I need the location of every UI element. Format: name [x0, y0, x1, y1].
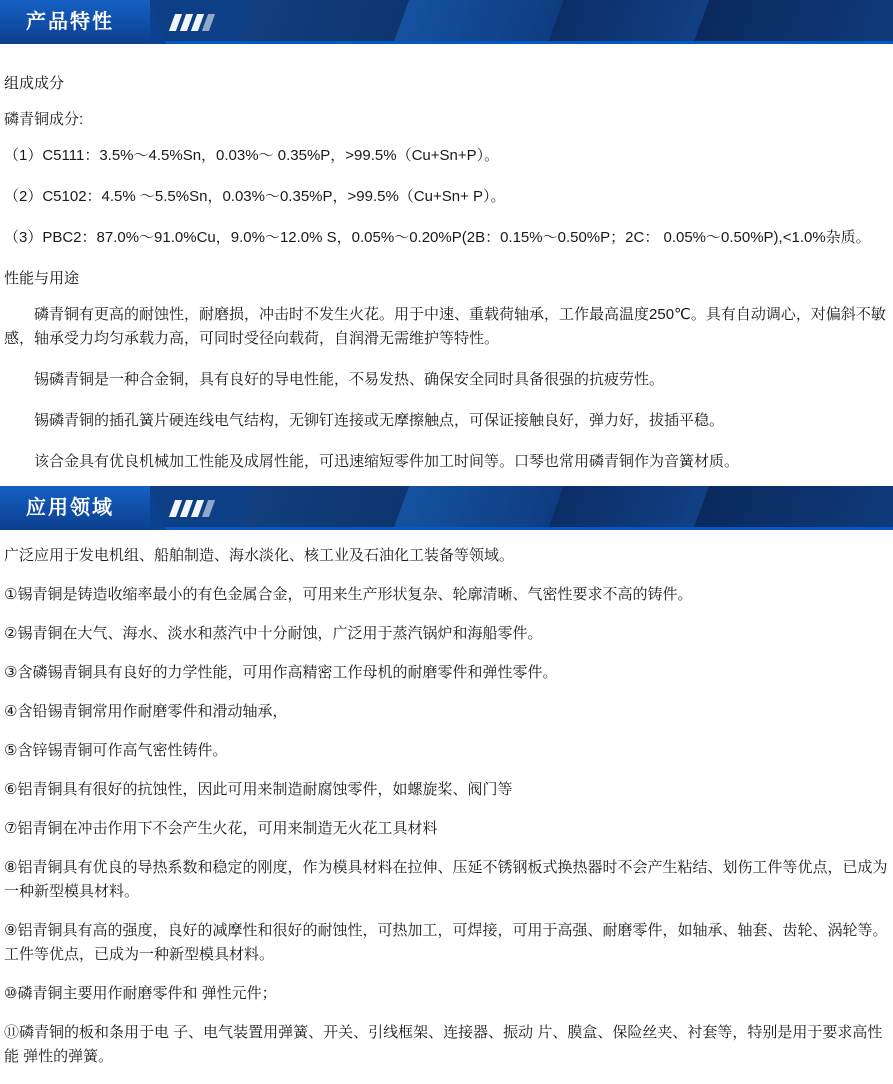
- section-title: 产品特性: [26, 11, 114, 33]
- product-features-content: [0, 44, 893, 474]
- application-item: ⑨铝青铜具有高的强度，良好的减摩性和很好的耐蚀性，可热加工，可焊接，可用于高强、耐磨零件，如轴承、轴套、齿轮、涡轮等。工件等优点，已成为一种新型模具材料。: [4, 922, 888, 963]
- composition-item: （2）C5102：4.5% ～5.5%Sn，0.03%～0.35%P，>99.5%（Cu+Sn+ P）。: [4, 188, 506, 205]
- composition-heading: 组成成分: [4, 75, 65, 92]
- composition-item: （1）C5111：3.5%～4.5%Sn，0.03%～ 0.35%P，>99.5%（Cu+Sn+P）。: [4, 147, 500, 164]
- section-banner-application-fields: [0, 486, 893, 530]
- section-banner-product-features: [0, 0, 893, 44]
- application-item: ⑩磷青铜主要用作耐磨零件和 弹性元件；: [4, 985, 277, 1002]
- application-item: ③含磷锡青铜具有良好的力学性能，可用作高精密工作母机的耐磨零件和弹性零件。: [4, 664, 558, 681]
- composition-subheading: 磷青铜成分:: [4, 111, 84, 128]
- slash-decoration-icon: [169, 14, 215, 31]
- application-item: ②锡青铜在大气、海水、淡水和蒸汽中十分耐蚀，广泛用于蒸汽锅炉和海船零件。: [4, 625, 543, 642]
- usage-paragraph: 该合金具有优良机械加工性能及成屑性能，可迅速缩短零件加工时间等。口琴也常用磷青铜作为音簧材质。: [34, 453, 740, 470]
- usage-paragraph: 锡磷青铜的插孔簧片硬连线电气结构，无铆钉连接或无摩擦触点，可保证接触良好，弹力好，拔插平稳。: [34, 412, 725, 429]
- application-item: ⑪磷青铜的板和条用于电 子、电气装置用弹簧、开关、引线框架、连接器、振动 片、膜盒、保险丝夹、衬套等，特别是用于要求高性能 弹性的弹簧。: [4, 1024, 883, 1065]
- application-intro: 广泛应用于发电机组、船舶制造、海水淡化、核工业及石油化工装备等领域。: [4, 547, 515, 564]
- application-item: ⑦铝青铜在冲击作用下不会产生火花，可用来制造无火花工具材料: [4, 820, 438, 837]
- usage-paragraph: 锡磷青铜是一种合金铜，具有良好的导电性能，不易发热、确保安全同时具备很强的抗疲劳性。: [34, 371, 665, 388]
- composition-item: （3）PBC2：87.0%～91.0%Cu，9.0%～12.0% S，0.05%～0.20%P(2B：0.15%～0.50%P；2C： 0.05%～0.50%P),<1.0%杂质。: [4, 229, 871, 246]
- application-item: ①锡青铜是铸造收缩率最小的有色金属合金，可用来生产形状复杂、轮廓清晰、气密性要求不高的铸件。: [4, 586, 693, 603]
- section-title: 应用领域: [26, 497, 114, 519]
- banner-tab: [0, 486, 150, 530]
- application-item: ④含铅锡青铜常用作耐磨零件和滑动轴承，: [4, 703, 288, 720]
- application-item: ⑤含锌锡青铜可作高气密性铸件。: [4, 742, 228, 759]
- usage-paragraph: 磷青铜有更高的耐蚀性，耐磨损，冲击时不发生火花。用于中速、重载荷轴承，工作最高温度250℃。具有自动调心，对偏斜不敏感，轴承受力均匀承载力高，可同时受径向载荷，自润滑无需维护等特性。: [4, 306, 886, 347]
- application-fields-content: [0, 530, 893, 1069]
- application-item: ⑧铝青铜具有优良的导热系数和稳定的刚度，作为模具材料在拉伸、压延不锈钢板式换热器时不会产生粘结、划伤工件等优点，已成为一种新型模具材料。: [4, 859, 888, 900]
- usage-heading: 性能与用途: [4, 270, 80, 287]
- slash-decoration-icon: [169, 500, 215, 517]
- application-item: ⑥铝青铜具有很好的抗蚀性，因此可用来制造耐腐蚀零件，如螺旋桨、阀门等: [4, 781, 513, 798]
- banner-tab: [0, 0, 150, 44]
